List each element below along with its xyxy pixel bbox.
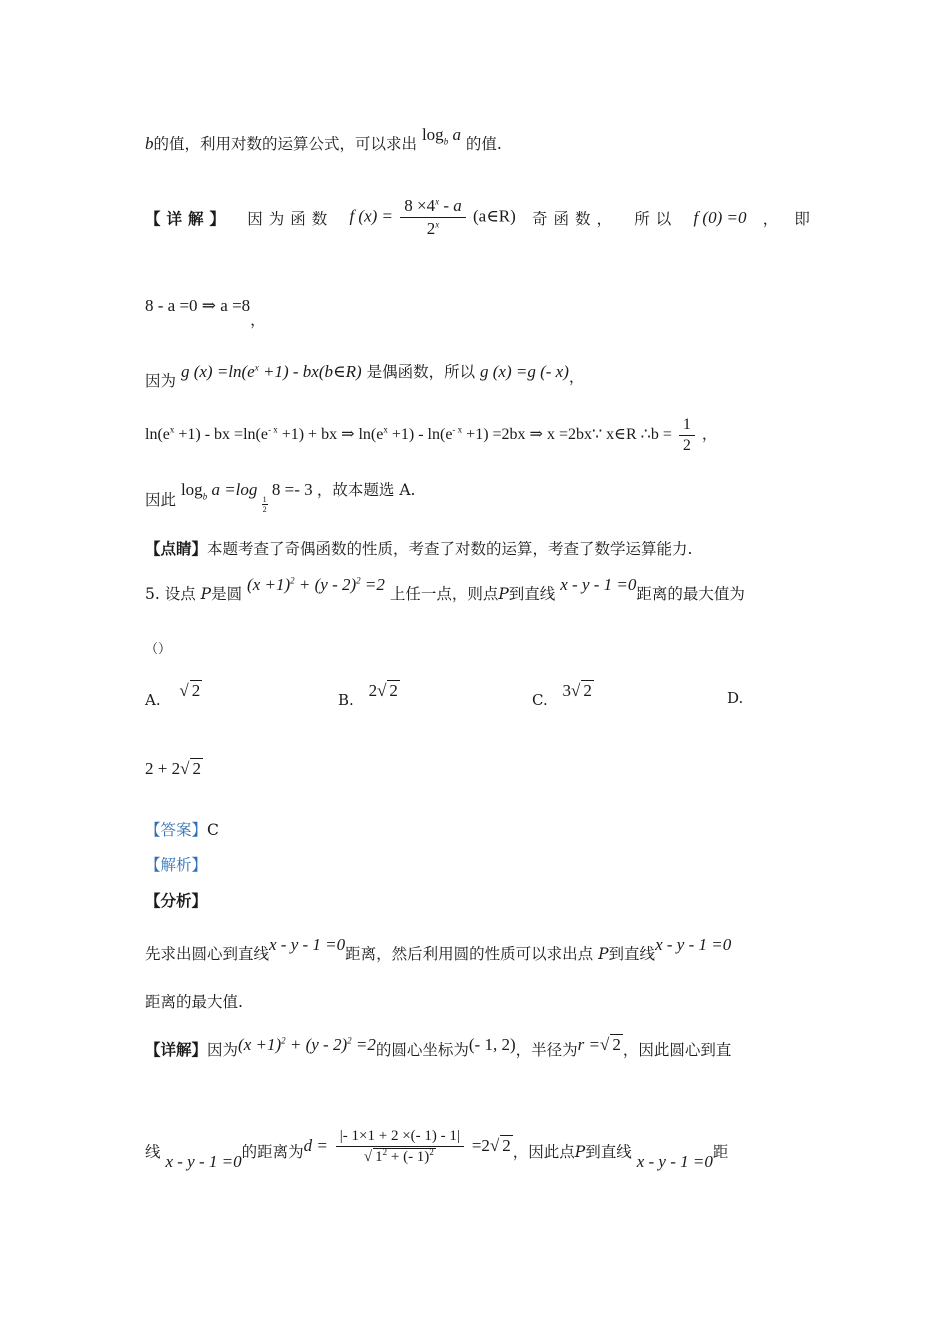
line-5 [145, 416, 810, 455]
g-definition [181, 362, 362, 381]
text: 的值，利用对数的运算公式，可以求出 [153, 135, 418, 153]
option-value: 2√ 2 [368, 681, 398, 700]
part: + (- 1) [387, 1149, 430, 1165]
denominator: 2 [682, 437, 691, 454]
distance-fraction [336, 1128, 464, 1166]
part: + (y - 2) [294, 575, 357, 594]
text: 因此 [145, 491, 177, 509]
sup: 2 [290, 575, 295, 586]
option-label: D. [727, 689, 744, 707]
text: 是偶函数，所以 [366, 363, 476, 381]
text: 距离的最大值为 [636, 585, 745, 603]
var-a: a [452, 125, 461, 144]
analysis-heading [145, 853, 810, 875]
text: 的距离为 [241, 1143, 304, 1161]
comment-text: 本题考查了奇偶函数的性质，考查了对数的运算，考查了数学运算能力. [207, 540, 693, 558]
sup: 2 [382, 1147, 388, 1157]
part: (x +1) [247, 575, 291, 594]
den: 2 [426, 219, 436, 238]
text: 是圆 [211, 585, 243, 603]
coef: 2 [368, 681, 378, 700]
text: ， [250, 311, 266, 329]
numerator [400, 196, 466, 218]
line-4 [145, 360, 810, 390]
denominator [400, 218, 466, 239]
center: (- 1, 2) [468, 1035, 516, 1054]
num-tail: - a [439, 196, 462, 215]
line-equation: x - y - 1 =0 [165, 1152, 242, 1171]
sqrt-denominator [373, 1148, 436, 1166]
radius: √ 2 [599, 1035, 621, 1054]
part: ln(e [145, 426, 170, 444]
text: 距离，然后利用圆的性质可以求出点 [345, 945, 594, 963]
line-equation: x - y - 1 =0 [655, 935, 732, 954]
result: =2√ 2 [471, 1136, 511, 1155]
text: ，因此圆心到直 [622, 1041, 732, 1059]
detail-1 [145, 196, 810, 239]
base: b [202, 491, 208, 502]
text: 所以 [634, 209, 678, 228]
log: log [180, 480, 203, 499]
text: 因为 [145, 372, 177, 390]
distance-label: d = [303, 1136, 328, 1155]
radius-label: r = [577, 1035, 600, 1054]
part: =2 [360, 575, 385, 594]
comment-1 [145, 537, 810, 559]
line-1 [145, 125, 810, 154]
g2: +1) - bx(b∈R) [258, 362, 362, 381]
denominator: √ $1^2$ + (- 1)$^2$ [363, 1147, 434, 1165]
sup: - x [267, 424, 278, 435]
var-P: P [574, 1143, 586, 1161]
part: + (y - 2) [285, 1035, 348, 1054]
sqrt-value: 2 [191, 681, 201, 700]
line-3 [145, 294, 810, 329]
part: +1) + bx ⇒ ln(e [277, 426, 384, 444]
text: 因为 [207, 1041, 239, 1059]
sup: x [435, 219, 440, 230]
sup: 2 [429, 1147, 434, 1157]
sqrt-value: 2 [583, 681, 592, 700]
detail-2 [145, 1033, 810, 1059]
analysis-label: 【解析】 [145, 856, 208, 874]
expr: 2 + 2 [145, 759, 181, 778]
option-label: A. [145, 691, 161, 709]
denominator: 2 [262, 504, 267, 514]
text: ， [568, 368, 585, 386]
part: (x +1) [238, 1035, 282, 1054]
part: +1) - ln(e [387, 426, 453, 444]
text: 距 [712, 1143, 729, 1161]
text: ， [701, 425, 718, 444]
option-label: C. [532, 691, 548, 709]
text: 先求出圆心到直线 [145, 945, 270, 963]
f0: f (0) =0 [693, 207, 747, 227]
option-label: B. [338, 691, 354, 709]
var-P: P [598, 945, 609, 963]
sqrt-value: 2 [389, 681, 398, 700]
text: 距离的最大值. [145, 993, 243, 1011]
part: 8 =- 3 [271, 480, 313, 499]
condition: (a∈R) [473, 206, 516, 226]
numerator: |- 1×1 + 2 ×(- 1) - 1| [336, 1128, 464, 1147]
sup: 2 [356, 575, 361, 586]
sqrt-value: 2 [502, 1136, 511, 1155]
sup: x [169, 424, 175, 435]
text: ， [762, 209, 779, 228]
res: =2 [471, 1136, 490, 1155]
option-value: √ 2 [179, 681, 201, 700]
option-c [532, 680, 594, 709]
option-a [145, 680, 202, 709]
answer-blank: （） [145, 642, 172, 657]
analysis-line-1 [145, 933, 810, 963]
answer [145, 818, 810, 840]
equation: g (x) =g (- x) [480, 362, 569, 381]
question-5 [145, 575, 810, 604]
text: 即 [794, 209, 810, 228]
fx: f (x) = [349, 206, 393, 226]
answer-label: 【答案】 [145, 821, 208, 839]
fx-definition [349, 196, 515, 239]
sup: - x [452, 424, 463, 435]
text: ，故本题选 A. [316, 481, 416, 499]
log-base: b [443, 136, 449, 147]
sup: 2 [347, 1035, 352, 1046]
option-value: 2 + 2√ 2 [145, 759, 201, 778]
text: 上任一点，则点 [389, 585, 499, 603]
line-equation: x - y - 1 =0 [636, 1152, 713, 1171]
text: 的圆心坐标为 [375, 1041, 469, 1059]
part: =2 [351, 1035, 376, 1054]
analysis-line-2 [145, 990, 810, 1012]
fraction [400, 196, 466, 239]
sqrt-value: 2 [192, 759, 201, 778]
circle-equation [247, 575, 385, 594]
question-paren [145, 638, 810, 657]
text: 5. 设点 [145, 585, 196, 603]
text: 奇函数， [532, 209, 619, 228]
g: g (x) =ln(e [180, 362, 255, 381]
part: +1) =2bx ⇒ x =2bx∵ x∈R ∴b = [462, 426, 672, 444]
answer-value: C [207, 821, 219, 839]
text: 因为函数 [247, 209, 334, 228]
var-P: P [200, 585, 212, 603]
log-expr [421, 125, 461, 147]
long-equation [145, 416, 702, 454]
option-d [727, 689, 743, 707]
var-b: b [145, 134, 154, 153]
coef: 3 [562, 681, 571, 700]
numerator: 1 [262, 494, 267, 504]
sup: x [254, 362, 259, 373]
half-base [262, 495, 268, 514]
text: 到直线 [585, 1143, 632, 1161]
sqrt-value: 2 [612, 1035, 621, 1054]
line-6 [145, 478, 810, 514]
numerator: 1 [679, 416, 695, 436]
part: +1) - bx =ln(e [174, 426, 268, 444]
log-equation [180, 480, 317, 514]
text: 到直线 [508, 585, 556, 603]
line-equation: x - y - 1 =0 [560, 575, 637, 594]
fenxi-label: 【分析】 [145, 891, 208, 910]
sup: x [383, 424, 388, 435]
sup: x [435, 196, 440, 207]
detail-label: 【详解】 [145, 208, 232, 228]
text: 线 [145, 1143, 161, 1161]
text: 的值. [465, 135, 502, 153]
equation: 8 - a =0 ⇒ a =8 [145, 296, 251, 315]
num: 8 ×4 [404, 196, 436, 215]
log: log [421, 125, 444, 144]
text: ，半径为 [515, 1041, 578, 1059]
final-line [145, 1128, 810, 1171]
text: 到直线 [608, 945, 656, 963]
detail-label: 【详解】 [145, 1040, 208, 1059]
option-d-value [145, 758, 203, 779]
circle-equation [238, 1035, 376, 1054]
var-P: P [498, 585, 509, 603]
option-b [338, 680, 400, 709]
option-value: 3√ 2 [562, 681, 592, 700]
text: ，因此点 [512, 1143, 575, 1161]
line-equation: x - y - 1 =0 [269, 935, 346, 954]
fraction-half [679, 416, 695, 455]
part: 1 [375, 1149, 383, 1165]
comment-label: 【点睛】 [145, 539, 208, 558]
sup: 2 [281, 1035, 286, 1046]
fenxi-heading [145, 889, 810, 911]
part: a =log [207, 480, 258, 499]
